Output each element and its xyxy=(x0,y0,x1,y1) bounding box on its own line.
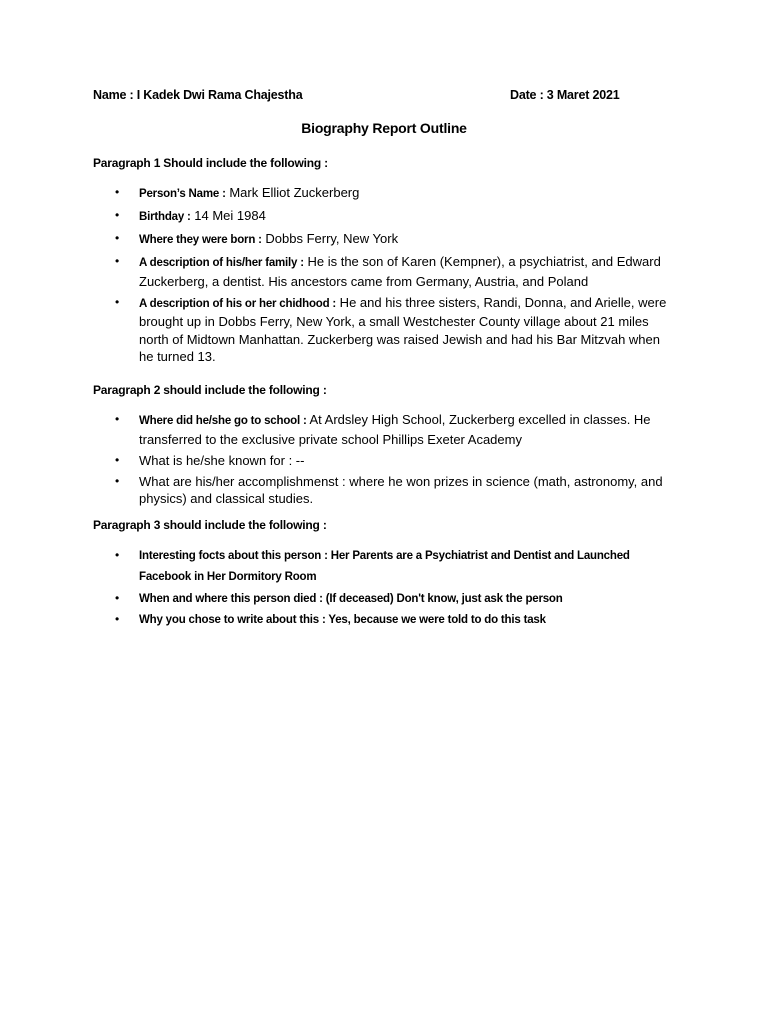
list-item xyxy=(93,473,673,508)
list-item xyxy=(93,411,673,448)
list-item xyxy=(93,253,673,290)
bullet-icon: • xyxy=(115,612,120,626)
paragraph-2-list xyxy=(93,411,673,511)
item-value: At Ardsley High School, Zuckerberg excelled in classes. He transferred to the exclusive private school Phillips Exeter Academy xyxy=(139,412,651,447)
item-value: (If deceased) Don't know, just ask the person xyxy=(322,592,563,605)
report-date: Date : 3 Maret 2021 xyxy=(510,88,620,102)
bullet-icon: • xyxy=(115,208,120,222)
item-value: Dobbs Ferry, New York xyxy=(261,231,399,246)
paragraph-2-heading: Paragraph 2 should include the following : xyxy=(93,383,327,397)
list-item xyxy=(93,230,673,250)
bullet-icon: • xyxy=(115,548,120,562)
item-value: Her Parents are a Psychiatrist and Dentist and Launched Facebook in Her Dormitory Room xyxy=(139,550,630,583)
list-item xyxy=(93,184,673,204)
bullet-icon: • xyxy=(115,185,120,199)
list-item xyxy=(93,609,673,630)
list-item xyxy=(93,207,673,227)
item-value: He is the son of Karen (Kempner), a psychiatrist, and Edward Zuckerberg, a dentist. His ancestors came from Germany, Austria, and Poland xyxy=(139,254,661,289)
item-label: Birthday : xyxy=(139,211,191,223)
item-label: Person’s Name : xyxy=(139,188,226,200)
item-value: 14 Mei 1984 xyxy=(190,208,266,223)
paragraph-1-heading: Paragraph 1 Should include the following : xyxy=(93,156,328,170)
item-label: Why you chose to write about this : xyxy=(139,614,326,626)
list-item xyxy=(93,545,673,587)
item-value: Yes, because we were told to do this task xyxy=(325,614,546,626)
document-title: Biography Report Outline xyxy=(301,120,467,136)
bullet-icon: • xyxy=(115,473,120,488)
item-label: Where they were born : xyxy=(139,234,262,246)
paragraph-1-list xyxy=(93,184,673,369)
bullet-icon: • xyxy=(115,412,120,426)
paragraph-3-heading: Paragraph 3 should include the following : xyxy=(93,518,327,532)
item-value: He and his three sisters, Randi, Donna, and Arielle, were brought up in Dobbs Ferry, New York, a small Westchester County village about 21 miles north of Midtown Manhattan. Zuckerberg was raised Jewish and had his Bar Mitzvah when he turned 13. xyxy=(139,294,667,364)
bullet-icon: • xyxy=(115,254,120,268)
item-value: Mark Elliot Zuckerberg xyxy=(225,185,360,200)
bullet-icon: • xyxy=(115,294,120,309)
item-label: When and where this person died : xyxy=(139,592,323,605)
paragraph-3-list xyxy=(93,545,673,631)
student-name: Name : I Kadek Dwi Rama Chajestha xyxy=(93,88,303,102)
bullet-icon: • xyxy=(115,231,120,245)
bullet-icon: • xyxy=(115,452,120,467)
list-item xyxy=(93,294,673,366)
item-label: Interesting focts about this person : xyxy=(139,550,328,562)
item-label: A description of his/her family : xyxy=(139,257,304,269)
list-item xyxy=(93,588,673,609)
bullet-icon: • xyxy=(115,590,120,605)
item-value: What are his/her accomplishmenst : where he won prizes in science (math, astronomy, and physics) and classical studies. xyxy=(139,473,663,506)
item-label: Where did he/she go to school : xyxy=(139,415,307,427)
item-label: A description of his or her chidhood : xyxy=(139,297,337,310)
list-item xyxy=(93,452,673,470)
item-value: What is he/she known for : -- xyxy=(139,452,305,468)
